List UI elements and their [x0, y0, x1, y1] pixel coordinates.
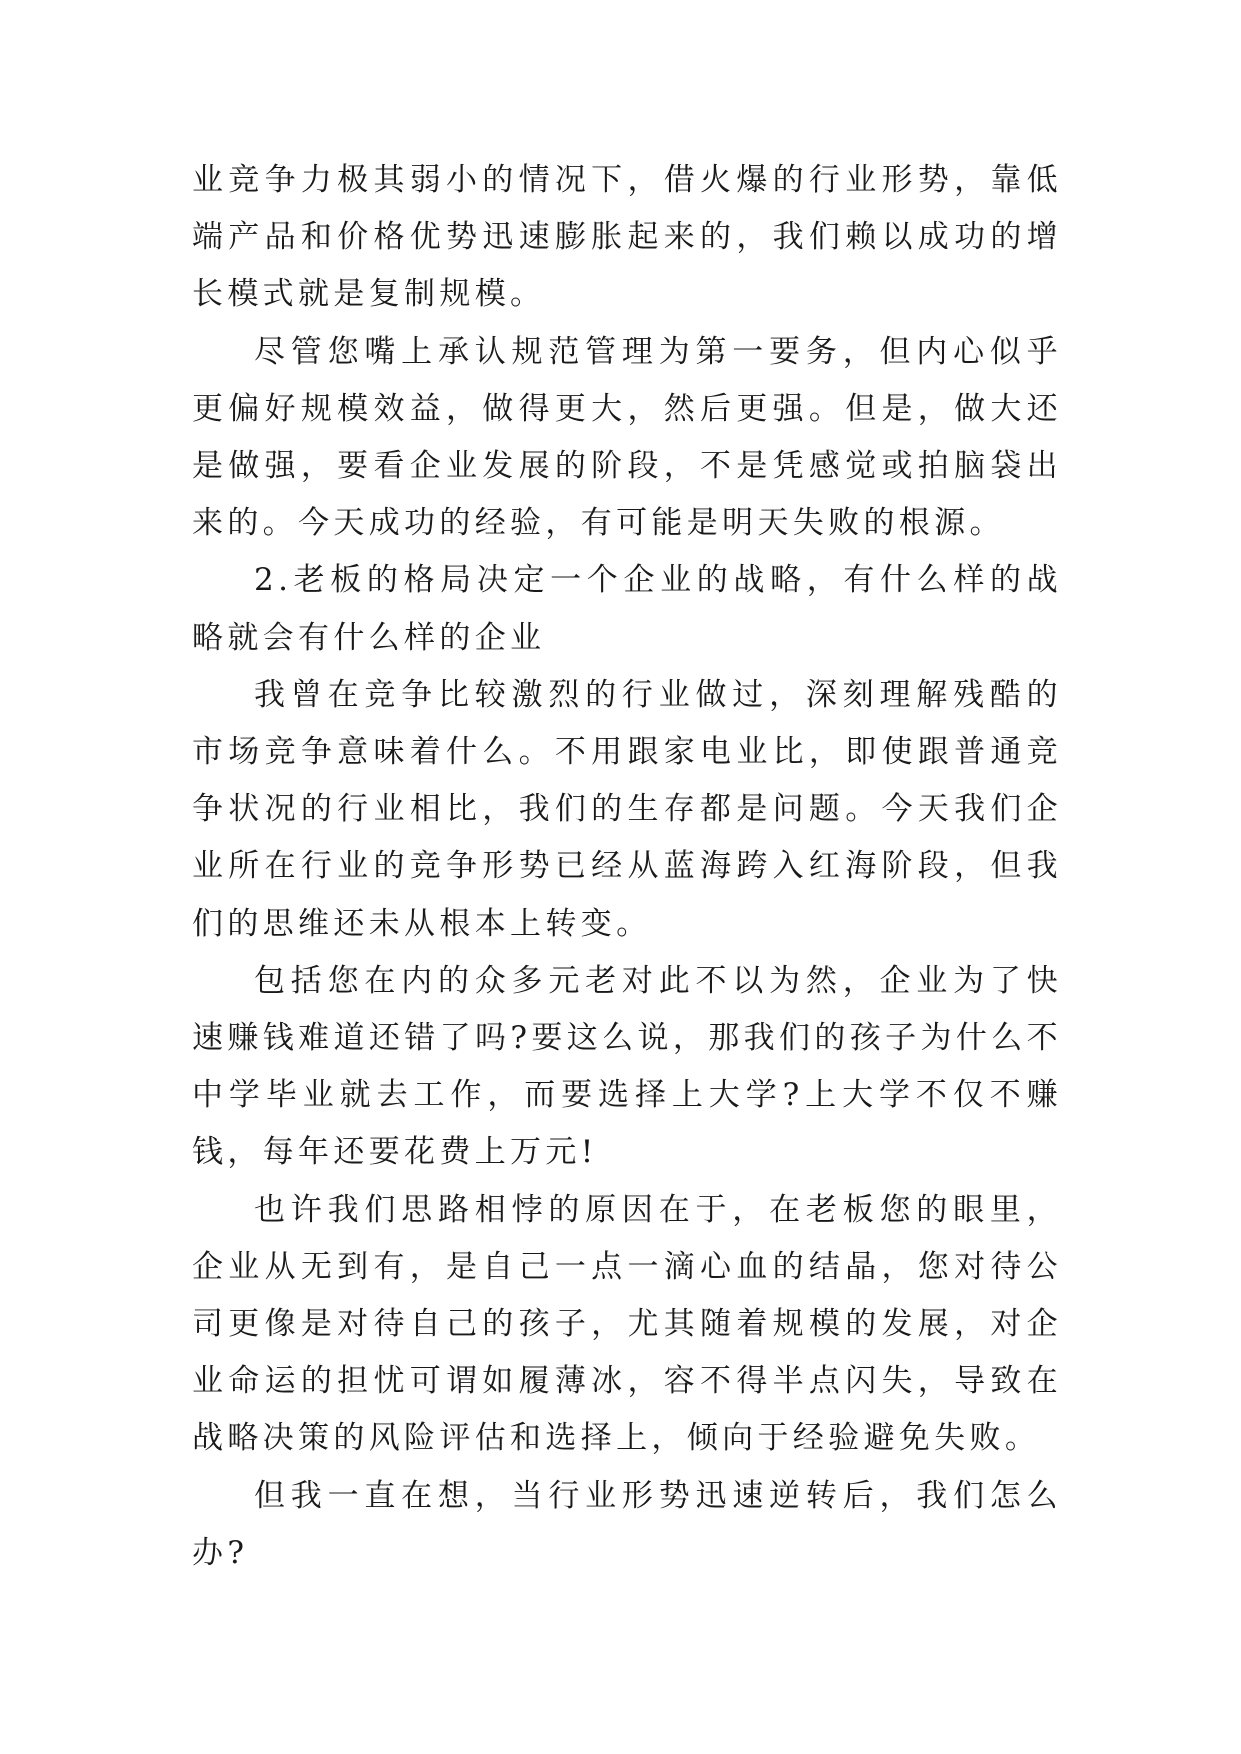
paragraph: 我曾在竞争比较激烈的行业做过，深刻理解残酷的市场竞争意味着什么。不用跟家电业比，即使跟普通竞争状况的行业相比，我们的生存都是问题。今天我们企业所在行业的竞争形势已经从蓝海跨入红海阶段，但我们的思维还未从根本上转变。: [192, 676, 1062, 942]
paragraph: 包括您在内的众多元老对此不以为然，企业为了快速赚钱难道还错了吗?要这么说，那我们的孩子为什么不中学毕业就去工作，而要选择上大学?上大学不仅不赚钱，每年还要花费上万元!: [192, 962, 1062, 1171]
paragraph-continued: 业竞争力极其弱小的情况下，借火爆的行业形势，靠低端产品和价格优势迅速膨胀起来的，我们赖以成功的增长模式就是复制规模。: [192, 162, 1062, 313]
section-heading: 2.老板的格局决定一个企业的战略，有什么样的战略就会有什么样的企业: [192, 562, 1062, 656]
paragraph: 尽管您嘴上承认规范管理为第一要务，但内心似乎更偏好规模效益，做得更大，然后更强。但是，做大还是做强，要看企业发展的阶段，不是凭感觉或拍脑袋出来的。今天成功的经验，有可能是明天失败的根源。: [192, 333, 1062, 542]
document-body: [192, 152, 1062, 1582]
paragraph: 但我一直在想，当行业形势迅速逆转后，我们怎么办?: [192, 1477, 1062, 1571]
paragraph: 也许我们思路相悖的原因在于，在老板您的眼里，企业从无到有，是自己一点一滴心血的结晶，您对待公司更像是对待自己的孩子，尤其随着规模的发展，对企业命运的担忧可谓如履薄冰，容不得半点闪失，导致在战略决策的风险评估和选择上，倾向于经验避免失败。: [192, 1191, 1062, 1457]
